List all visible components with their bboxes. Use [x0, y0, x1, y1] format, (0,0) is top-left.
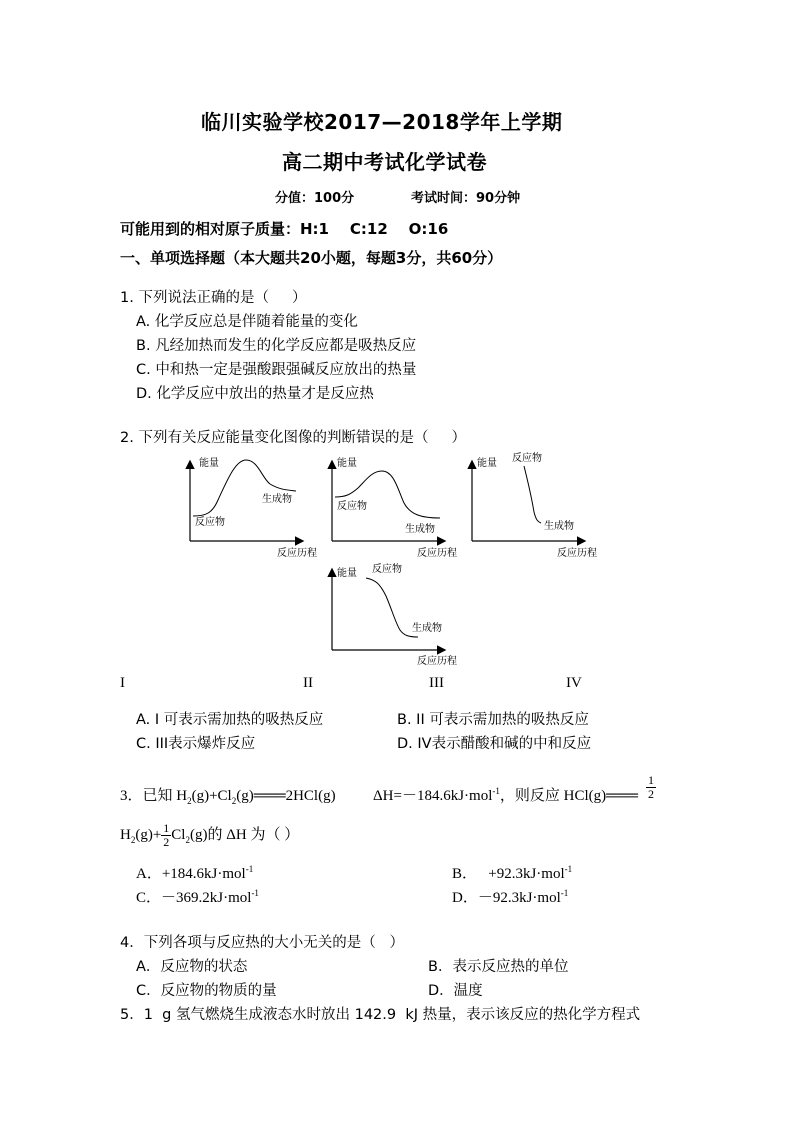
time-info: 考试时间：90分钟: [411, 191, 521, 206]
q4-option-c: C．反应物的物质的量: [136, 983, 277, 999]
g2-reactant-label: 反应物: [337, 501, 367, 512]
roman-label-3: III: [429, 675, 444, 691]
exam-title-line2: 高二期中考试化学试卷: [282, 150, 487, 174]
q1-stem: 1. 下列说法正确的是（ ）: [120, 290, 307, 306]
q3-option-d: D．－92.3kJ·mol$^{-1}$: [452, 888, 569, 906]
q2-option-a: A. I 可表示需加热的吸热反应: [136, 712, 324, 728]
g3-energy-label: 能量: [477, 458, 497, 469]
g1-energy-label: 能量: [199, 458, 219, 469]
q2-option-b: B. II 可表示需加热的吸热反应: [397, 712, 589, 728]
g3-reactant-label: 反应物: [512, 453, 542, 464]
roman-label-1: I: [120, 675, 125, 691]
g2-process-label: 反应历程: [417, 548, 457, 559]
section1-title: 一、单项选择题（本大题共20小题，每题3分，共60分）: [120, 249, 503, 267]
q2-option-c: C. III表示爆炸反应: [136, 736, 256, 752]
g2-product-label: 生成物: [405, 524, 435, 535]
q3-option-c: C．－369.2kJ·mol$^{-1}$: [136, 888, 259, 906]
q1-option-b: B. 凡经加热而发生的化学反应都是吸热反应: [136, 338, 417, 354]
g1-process-label: 反应历程: [277, 548, 317, 559]
g3-process-label: 反应历程: [557, 548, 597, 559]
q2-stem: 2. 下列有关反应能量变化图像的判断错误的是（ ）: [120, 430, 466, 446]
score-info: 分值：100分: [275, 191, 355, 206]
q4-option-d: D．温度: [428, 983, 483, 999]
graph-1: [190, 456, 317, 559]
g4-reactant-label: 反应物: [372, 564, 402, 575]
g4-product-label: 生成物: [412, 623, 442, 634]
exam-title-line1: 临川实验学校2017—2018学年上学期: [201, 110, 563, 134]
q4-stem: 4．下列各项与反应热的大小无关的是（ ）: [120, 935, 405, 951]
q1-option-c: C. 中和热一定是强酸跟强碱反应放出的热量: [136, 362, 417, 378]
q1-option-a: A. 化学反应总是伴随着能量的变化: [136, 314, 358, 330]
roman-label-2: II: [303, 675, 313, 691]
graph-4: [332, 562, 457, 667]
q4-option-b: B．表示反应热的单位: [428, 959, 569, 975]
q5-stem: 5．1 g 氢气燃烧生成液态水时放出 142.9 kJ 热量，表示该反应的热化学方程式: [120, 1007, 641, 1023]
roman-label-4: IV: [566, 675, 582, 691]
q4-option-a: A．反应物的状态: [136, 959, 248, 975]
g1-reactant-label: 反应物: [195, 517, 225, 528]
q3-line2: $H_2(g)+$ $\frac{1}{2}$ $Cl_2(g)$的 ΔH 为（ ）: [120, 821, 300, 849]
g4-process-label: 反应历程: [417, 656, 457, 667]
graph-3: [472, 451, 597, 559]
g1-product-label: 生成物: [262, 494, 292, 505]
q3-line1: 3．已知 $H_2(g)+Cl_2(g)═══2HCl(g)$: [120, 788, 336, 806]
atomic-mass-line: 可能用到的相对原子质量：H:1 C:12 O:16: [120, 220, 449, 238]
g2-energy-label: 能量: [337, 458, 357, 469]
graph-2: [332, 456, 457, 559]
q3-option-b: B． +92.3kJ·mol$^{-1}$: [452, 864, 573, 882]
q3-option-a: A．+184.6kJ·mol$^{-1}$: [136, 864, 254, 882]
q2-option-d: D. IV表示醋酸和碱的中和反应: [397, 736, 592, 752]
g3-product-label: 生成物: [544, 521, 574, 532]
q3-delta-h: ΔH=－184.6kJ·mol$^{-1}$，则反应 HCl(g)═══: [373, 786, 638, 804]
q3-fraction-1: $\frac{1}{2}$: [648, 773, 654, 801]
q1-option-d: D. 化学反应中放出的热量才是反应热: [136, 386, 374, 402]
g4-energy-label: 能量: [337, 568, 357, 579]
